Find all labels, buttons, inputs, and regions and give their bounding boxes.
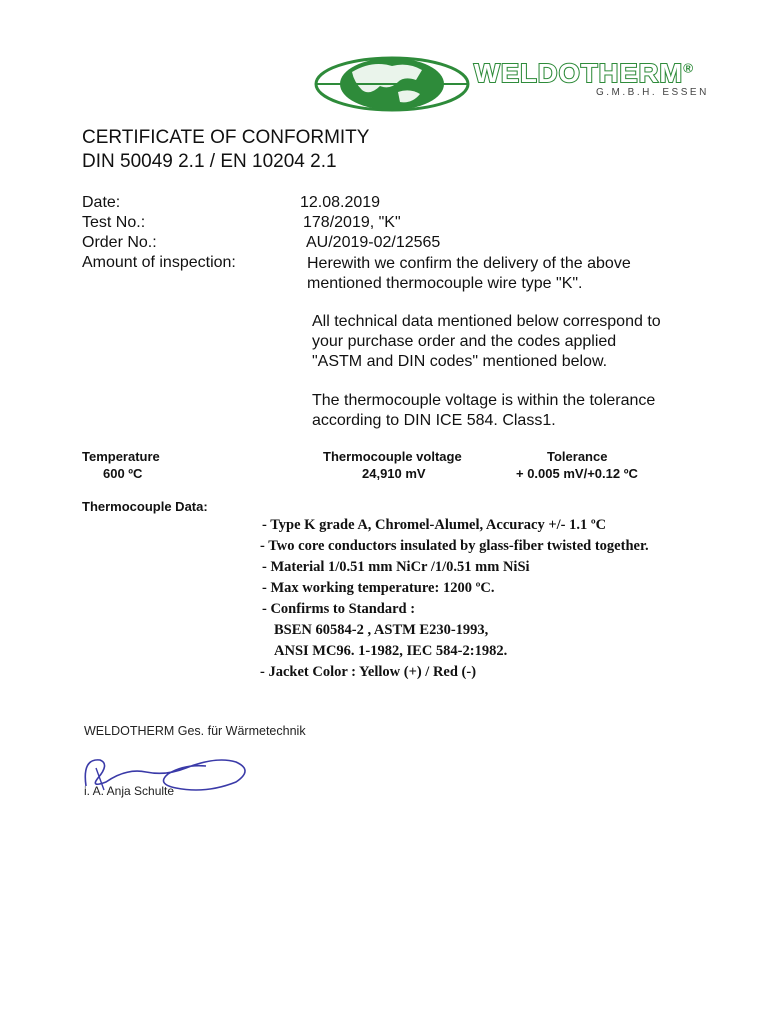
- temperature-value: 600 ºC: [103, 466, 143, 481]
- test-no-label: Test No.:: [82, 214, 146, 231]
- thermocouple-line: - Two core conductors insulated by glass-fiber twisted together.: [260, 538, 649, 554]
- certificate-title: CERTIFICATE OF CONFORMITY: [82, 127, 370, 148]
- brand-name: WELDOTHERM: [474, 58, 684, 88]
- thermocouple-line: - Material 1/0.51 mm NiCr /1/0.51 mm NiSi: [262, 559, 530, 575]
- text-line: according to DIN ICE 584. Class1.: [312, 412, 556, 429]
- globe-logo-icon: [312, 52, 472, 116]
- temperature-header: Temperature: [82, 449, 160, 464]
- brand-wordmark: [474, 58, 694, 89]
- signature-company: WELDOTHERM Ges. für Wärmetechnik: [84, 724, 306, 738]
- text-line: Herewith we confirm the delivery of the above: [307, 255, 631, 272]
- thermocouple-line: - Confirms to Standard :: [262, 601, 416, 617]
- thermocouple-data-heading: Thermocouple Data:: [82, 499, 208, 514]
- date-value: 12.08.2019: [300, 194, 381, 211]
- technical-data-paragraph: [312, 312, 661, 372]
- text-line: mentioned thermocouple wire type "K".: [307, 275, 583, 292]
- text-line: your purchase order and the codes applied: [312, 333, 617, 350]
- thermocouple-line: BSEN 60584-2 , ASTM E230-1993,: [274, 622, 489, 638]
- amount-of-inspection-text: [307, 254, 631, 294]
- voltage-header: Thermocouple voltage: [323, 449, 462, 464]
- certificate-standard: DIN 50049 2.1 / EN 10204 2.1: [82, 151, 337, 172]
- thermocouple-line: - Jacket Color : Yellow (+) / Red (-): [260, 664, 477, 680]
- order-no-value: AU/2019-02/12565: [306, 234, 441, 251]
- thermocouple-line: ANSI MC96. 1-1982, IEC 584-2:1982.: [274, 643, 508, 659]
- thermocouple-line: - Type K grade A, Chromel-Alumel, Accuracy +/- 1.1 ºC: [262, 517, 607, 533]
- amount-of-inspection-label: Amount of inspection:: [82, 254, 236, 271]
- date-label: Date:: [82, 194, 121, 211]
- tolerance-header: Tolerance: [547, 449, 608, 464]
- company-logo: [312, 52, 752, 116]
- text-line: "ASTM and DIN codes" mentioned below.: [312, 353, 608, 370]
- order-no-label: Order No.:: [82, 234, 157, 251]
- tolerance-value: + 0.005 mV/+0.12 ºC: [516, 466, 638, 481]
- text-line: All technical data mentioned below correspond to: [312, 313, 661, 330]
- registered-mark: ®: [683, 60, 695, 76]
- voltage-value: 24,910 mV: [362, 466, 426, 481]
- signatory-name: i. A. Anja Schulte: [84, 784, 175, 798]
- brand-tagline: G.M.B.H. ESSEN: [596, 87, 709, 98]
- test-no-value: 178/2019, "K": [303, 214, 401, 231]
- tolerance-paragraph: [312, 391, 655, 431]
- text-line: The thermocouple voltage is within the tolerance: [312, 392, 656, 409]
- thermocouple-line: - Max working temperature: 1200 ºC.: [262, 580, 495, 596]
